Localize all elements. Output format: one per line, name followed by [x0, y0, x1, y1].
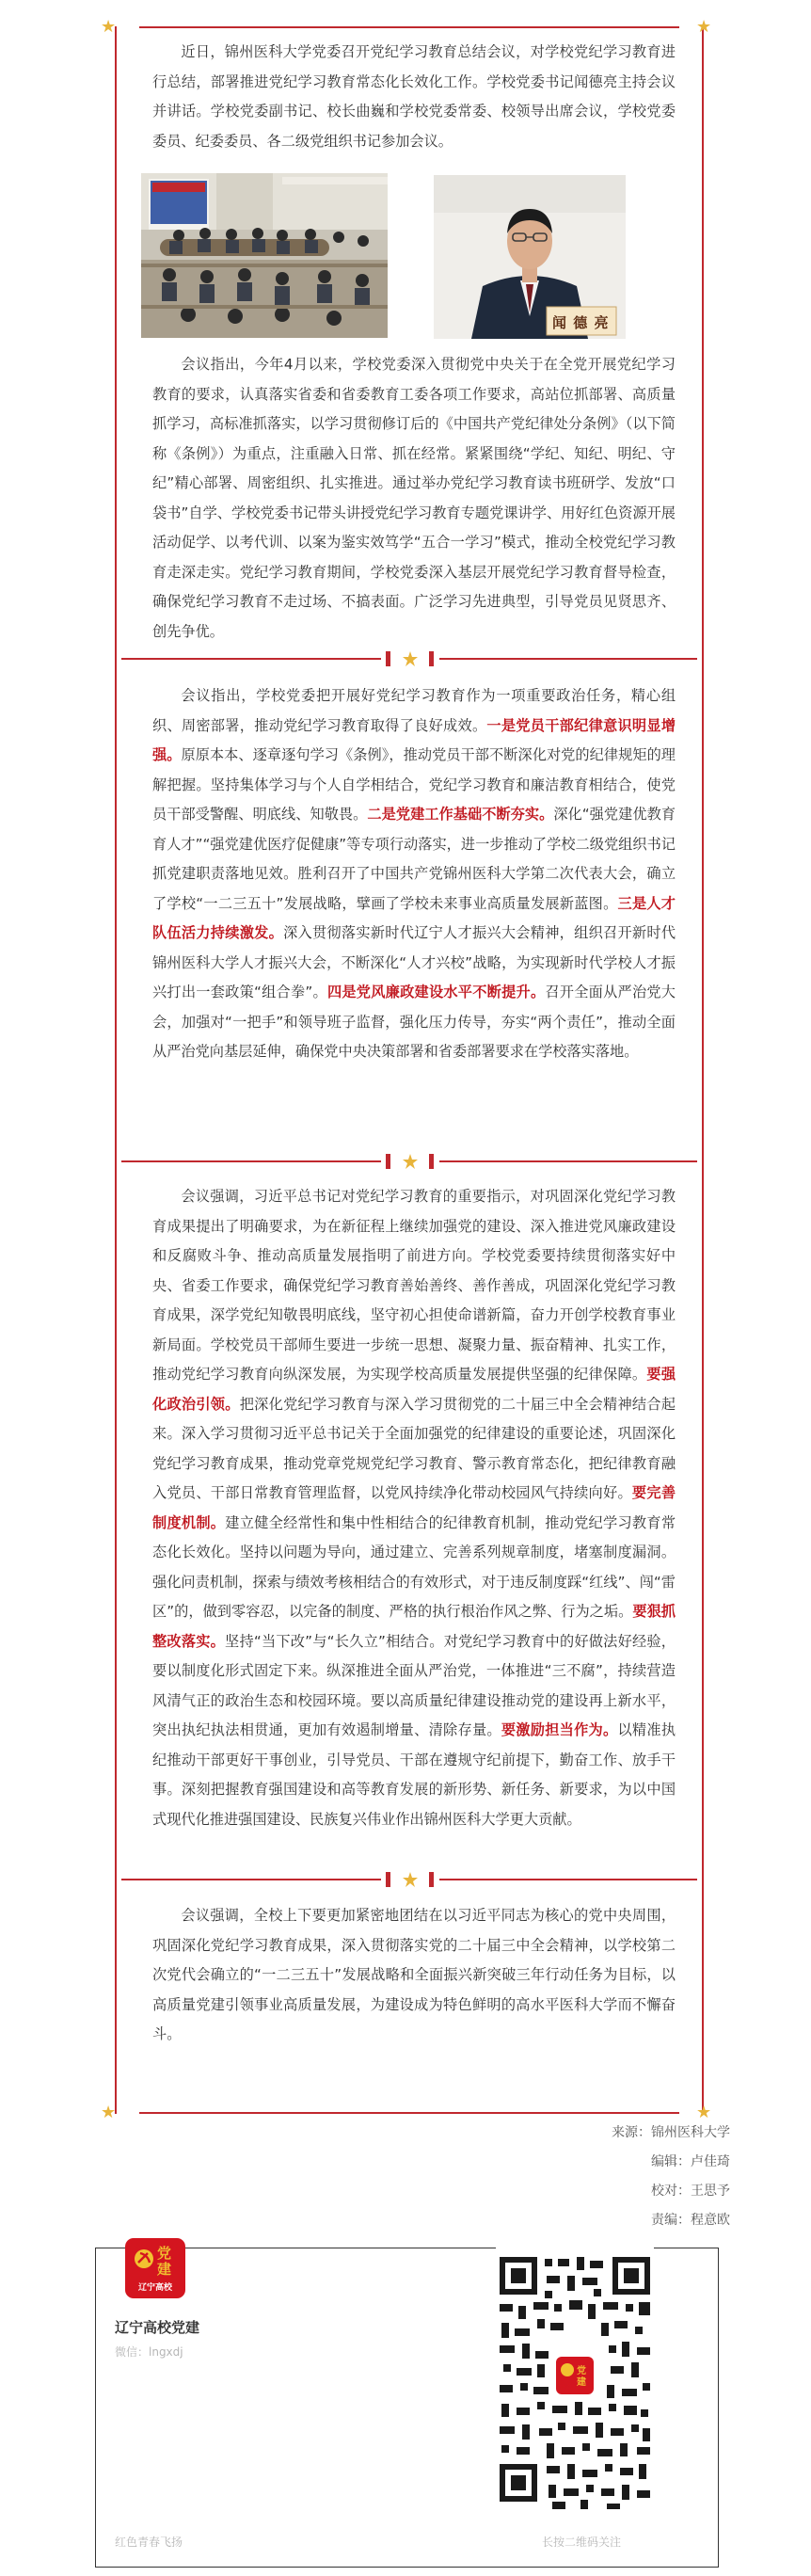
party-building-logo [125, 2238, 185, 2298]
account-name: 辽宁高校党建 [115, 2319, 200, 2336]
highlight-point-4: 四是党风廉政建设水平不断提升。 [326, 984, 546, 1000]
logo-text: 建 [157, 2261, 172, 2278]
highlight-requirement-2: 要完善制度机制。 [152, 1484, 676, 1531]
text-run: 原原本本、逐章逐句学习《条例》，推动党员干部不断深化对党的纪律规矩的理解把握。坚持集体学习与个人自学相结合，党纪学习教育和廉洁教育相结合，使党员干部受警醒、明底线、知敬畏。 [152, 746, 676, 823]
logo-caption: 辽宁高校 [137, 2283, 172, 2293]
laurel-icon [399, 648, 421, 670]
svg-text:建: 建 [577, 2377, 586, 2388]
text-run: 会议指出，学校党委把开展好党纪学习教育作为一项重要政治任务，精心组织、周密部署，推动党纪学习教育取得了良好成效。 [152, 687, 676, 734]
svg-text:党: 党 [577, 2366, 586, 2376]
star-icon: ★ [101, 17, 117, 37]
intro-paragraph: 近日，锦州医科大学党委召开党纪学习教育总结会议，对学校党纪学习教育进行总结，部署推进党纪学习教育常态化长效化工作。学校党委书记闻德亮主持会议并讲话。学校党委副书记、校长曲巍和学校党委常委、校领导出席会议，学校党委委员、纪委委员、各二级党组织书记参加会议。 [152, 43, 676, 150]
wechat-id: 微信：lngxdj [115, 2345, 183, 2359]
achievements-paragraph [152, 681, 676, 1067]
text-run: 建立健全经常性和集中性相结合的纪律教育机制，推动党纪学习教育常态化长效化。坚持以问题为导向，通过建立、完善系列规章制度，堵塞制度漏洞。强化问责机制，探索与绩效考核相结合的有效形式，对于违反制度踩“红线”、闯“雷区”的，做到零容忍，以完备的制度、严格的执行根治作风之弊、行为之垢。 [152, 1513, 676, 1620]
text-run: 坚持“当下改”与“长久立”相结合。对党纪学习教育中的好做法好经验，要以制度化形式固定下来。纵深推进全面从严治党，一体推进“三不腐”，持续营造风清气正的政治生态和校园环境。要以高质量纪律建设推动党的建设再上新水平，突出执纪执法相贯通，更加有效遏制增量、清除存量。 [152, 1632, 676, 1738]
responsible-editor-credit: 责编：程意欧 [651, 2213, 730, 2228]
laurel-icon [399, 1868, 421, 1891]
text-run: 召开全面从严治党大会，加强对“一把手”和领导班子监督，强化压力传导，夯实“两个责任”，推动全面从严治党向基层延伸，确保党中央决策部署和省委部署要求在学校落实落地。 [152, 984, 676, 1060]
proofreader-credit: 校对：王思予 [651, 2184, 730, 2199]
editor-credit: 编辑：卢佳琦 [651, 2154, 730, 2169]
highlight-requirement-4: 要激励担当作为。 [501, 1721, 618, 1738]
section-divider [121, 1150, 697, 1173]
text-run: 会议强调，习近平总书记对党纪学习教育的重要指示，对巩固深化党纪学习教育成果提出了明确要求，为在新征程上继续加强党的建设、深入推进党风廉政建设和反腐败斗争、推动高质量发展指明了前进方向。学校党委要持续贯彻落实好中央、省委工作要求，确保党纪学习教育善始善终、善作善成，巩固深化党纪学习教育成果，深学党纪知敬畏明底线，坚守初心担使命谱新篇，奋力开创学校教育事业新局面。学校党员干部师生要进一步统一思想、凝聚力量、振奋精神、扎实工作，推动党纪学习教育向纵深发展，为实现学校高质量发展提供坚强的纪律保障。 [152, 1188, 676, 1383]
frame-right-border [702, 26, 704, 2114]
speaker-photo [434, 175, 626, 339]
qr-hint: 长按二维码关注 [542, 2536, 622, 2549]
star-icon: ★ [101, 2103, 117, 2122]
closing-paragraph: 会议强调，全校上下要更加紧密地团结在以习近平同志为核心的党中央周围，巩固深化党纪学习教育成果，深入贯彻落实党的二十届三中全会精神，以学校第二次党代会确立的“一二三五十”发展战略和全面振兴新突破三年行动任务为目标，以高质量党建引领事业高质量发展，为建设成为特色鲜明的高水平医科大学而不懈奋斗。 [152, 1907, 676, 2042]
highlight-requirement-1: 要强化政治引领。 [152, 1366, 676, 1413]
text-run: 把深化党纪学习教育与深入学习贯彻党的二十届三中全会精神结合起来。深入学习贯彻习近平总书记关于全面加强党的纪律建设的重要论述，巩固深化党纪学习教育成果，推动党章党规党纪学习教育、警示教育常态化，把纪律教育融入党员、干部日常教育管理监督，以党风持续净化带动校园风气持续向好。 [152, 1395, 676, 1501]
text-run: 以精准执纪推动干部更好干事创业，引导党员、干部在遵规守纪前提下，勤奋工作、放手干事。深刻把握教育强国建设和高等教育发展的新形势、新任务、新要求，为以中国式现代化推进强国建设、民族复兴伟业作出锦州医科大学更大贡献。 [152, 1721, 676, 1828]
star-icon: ★ [696, 2103, 712, 2122]
star-icon: ★ [696, 17, 712, 37]
highlight-point-3: 三是人才队伍活力持续激发。 [152, 894, 676, 941]
footer-slogan: 红色青春飞扬 [115, 2536, 183, 2549]
logo-text: 党 [157, 2245, 172, 2262]
frame-top-border [139, 26, 679, 28]
meeting-photo [141, 173, 388, 338]
text-run: 深入贯彻落实新时代辽宁人才振兴大会精神，组织召开新时代锦州医科大学人才振兴大会，不断深化“人才兴校”战略，为实现新时代学校人才振兴打出一套政策“组合拳”。 [152, 924, 676, 1000]
frame-left-border [115, 26, 117, 2114]
highlight-point-2: 二是党建工作基础不断夯实。 [367, 806, 554, 823]
frame-bottom-border [139, 2112, 679, 2114]
meeting-summary-paragraph: 会议指出，今年4月以来，学校党委深入贯彻党中央关于在全党开展党纪学习教育的要求，认真落实省委和省委教育工委各项工作要求，高站位抓部署、高质量抓学习，高标准抓落实，以学习贯彻修订后的《中国共产党纪律处分条例》（以下简称《条例》）为重点，注重融入日常、抓在经常。紧紧围绕“学纪、知纪、明纪、守纪”精心部署、周密组织、扎实推进。通过举办党纪学习教育读书班研学、发放“口袋书”自学、学校党委书记带头讲授党纪学习教育专题党课讲学、用好红色资源开展活动促学、以考代训、以案为鉴实效笃学“五合一学习”模式，推动全校党纪学习教育走深走实。党纪学习教育期间，学校党委深入基层开展党纪学习教育督导检查，确保党纪学习教育不走过场、不搞表面。广泛学习先进典型，引导党员见贤思齐、创先争优。 [152, 356, 676, 640]
section-divider [121, 648, 697, 670]
nameplate-label: 闻 德 亮 [552, 314, 610, 331]
source-credit: 来源：锦州医科大学 [612, 2125, 730, 2140]
highlight-point-1: 一是党员干部纪律意识明显增强。 [152, 716, 676, 763]
section-divider [121, 1868, 697, 1891]
laurel-icon [399, 1150, 421, 1173]
highlight-requirement-3: 要狠抓整改落实。 [152, 1603, 676, 1650]
requirements-paragraph [152, 1182, 676, 1834]
text-run: 深化“强党建优教育育人才”“强党建优医疗促健康”等专项行动落实，进一步推动了学校二级党组织书记抓党建职责落地见效。胜利召开了中国共产党锦州医科大学第二次代表大会，确立了学校“一二三五十”发展战略，擘画了学校未来事业高质量发展新蓝图。 [152, 806, 676, 912]
qr-code[interactable] [496, 2248, 654, 2515]
